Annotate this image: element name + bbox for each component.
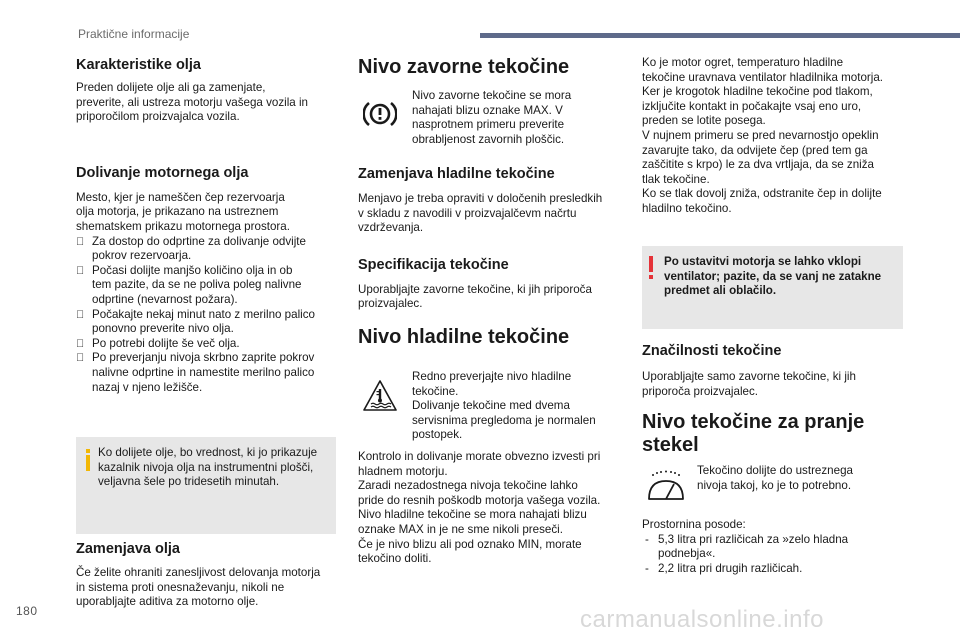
heading-znacilnosti: Značilnosti tekočine xyxy=(642,343,782,359)
warning-note-text: Po ustavitvi motorja se lahko vklopi xyxy=(664,255,862,268)
coolant-warning-icon xyxy=(360,374,400,418)
column-middle xyxy=(358,50,630,79)
paragraph-pranje-icon: Tekočino dolijte do ustreznega nivoja takoj, ko je to potrebno. xyxy=(697,464,853,492)
column-right xyxy=(642,56,910,217)
list-item: Počasi dolijte manjšo količino olja in ob tem pazite, da se ne poliva poleg nalivne odprtine (nevarnost požara). xyxy=(92,263,302,306)
heading-zamenjava-hladilne: Zamenjava hladilne tekočine xyxy=(358,166,555,182)
heading-specifikacija: Specifikacija tekočine xyxy=(358,256,509,273)
bullet-list-dolivanje xyxy=(76,235,346,396)
info-icon xyxy=(86,455,90,471)
list-item: Počakajte nekaj minut nato z merilno palico ponovno preverite nivo olja. xyxy=(92,307,315,336)
heading-karakteristike: Karakteristike olja xyxy=(76,57,201,73)
info-note-text: Ko dolijete olje, bo vrednost, ki jo prikazuje xyxy=(98,446,318,459)
brake-warning-icon xyxy=(360,94,400,134)
list-item: Po preverjanju nivoja skrbno zaprite pokrov nalivne odprtine in namestite merilno palico nazaj v njeno ležišče. xyxy=(92,351,315,394)
paragraph-znacilnosti: Uporabljajte samo zavorne tekočine, ki jih priporoča proizvajalec. xyxy=(642,370,856,398)
paragraph-zavorne: Nivo zavorne tekočine se mora nahajati blizu oznake MAX. V nasprotnem primeru preverite obrabljenost zavornih ploščic. xyxy=(412,89,572,146)
paragraph-motor: Ko je motor ogret, temperaturo hladilne tekočine uravnava ventilator hladilnika motorja. Ker je krogotok hladilne tekočine pod tlakom, izklјučite kontakt in počakajte vsaj eno uro, preden se lotite posega. V nujnem primeru se pred nevarnostjo opeklin zavarujte tako, da odvijete čep (pred tem ga zaščitite s krpo) le za dva vrtljaja, da se zniža tlak tekočine. Ko se tlak dovolj zniža, odstranite čep in dolijte hladilno tekočino. xyxy=(642,56,884,215)
washer-icon xyxy=(644,466,688,506)
warning-icon xyxy=(649,256,655,280)
page-number: 180 xyxy=(16,604,38,618)
paragraph-hladilne-icon: Redno preverjajte nivo hladilne tekočine. Dolivanje tekočine med dvema servisnima pregledoma je normalen postopek. xyxy=(412,370,596,442)
paragraph-karakteristike: Preden dolijete olje ali ga zamenjate, preverite, ali ustreza motorju vašega vozila in priporočilom proizvajalca vozila. xyxy=(76,81,308,124)
paragraph-hladilne: Kontrolo in dolivanje morate obvezno izvesti pri hladnem motorju. Zaradi nezadostnega nivoja tekočine lahko pride do resnih poškodb motorja vašega vozila. Nivo hladilne tekočine se mora nahajati blizu oznake MAX in je ne sme nikoli preseči. Če je nivo blizu ali pod oznako MIN, morate tekočino doliti. xyxy=(358,450,601,566)
list-item: Po potrebi dolijte še več olja. xyxy=(92,336,240,350)
header-bar xyxy=(480,33,960,38)
paragraph-dolivanje: Mesto, kjer je nameščen čep rezervoarja olja motorja, je prikazano na ustreznem shematskem prikazu motornega prostora. xyxy=(76,190,290,233)
heading-hladilne: Nivo hladilne tekočine xyxy=(358,325,570,348)
list-item: - 5,3 litra pri različicah za »zelo hladna podnebja«. xyxy=(645,532,849,561)
paragraph-zamenjava-hladilne: Menjavo je treba opraviti v določenih presledkih v skladu z navodili v proizvajalčevm načrtu vzdrževanja. xyxy=(358,192,603,235)
heading-pranje: Nivo tekočine za pranje stekel xyxy=(642,411,865,457)
heading-zavorne: Nivo zavorne tekočine xyxy=(358,56,570,78)
column-left xyxy=(76,50,346,395)
column-right-2 xyxy=(642,343,910,457)
paragraph-prostornina: Prostornina posode: - 5,3 litra pri različicah za »zelo hladna podnebja«. - 2,2 litra pri drugih različicah. xyxy=(642,518,910,576)
list-item: Za dostop do odprtine za dolivanje odvijte pokrov rezervoarja. xyxy=(92,234,306,263)
header-title: Praktične informacije xyxy=(78,27,190,41)
heading-zamenjava-olja: Zamenjava olja xyxy=(76,541,180,557)
list-item: - 2,2 litra pri drugih različicah. xyxy=(645,561,803,575)
heading-dolivanje: Dolivanje motornega olja xyxy=(76,164,249,181)
watermark: carmanualsonline.info xyxy=(580,606,824,633)
paragraph-specifikacija: Uporabljajte zavorne tekočine, ki jih priporoča proizvajalec. xyxy=(358,282,592,311)
column-middle-2 xyxy=(358,166,630,349)
paragraph-zamenjava-olja: Če želite ohraniti zanesljivost delovanja motorja in sistema proti onesnaževanju, nikoli ne uporabljajte aditiva za motorno olje. xyxy=(76,566,321,609)
column-left-bottom xyxy=(76,540,346,610)
info-note: Ko dolijete olje, bo vrednost, ki jo prikazuje kazalnik nivoja olja na instrumentni plošči, veljavna šele po tridesetih minutah. xyxy=(76,437,336,534)
warning-note: Po ustavitvi motorja se lahko vklopi ventilator; pazite, da se vanj ne zatakne predmet ali oblačilo. xyxy=(642,246,903,329)
